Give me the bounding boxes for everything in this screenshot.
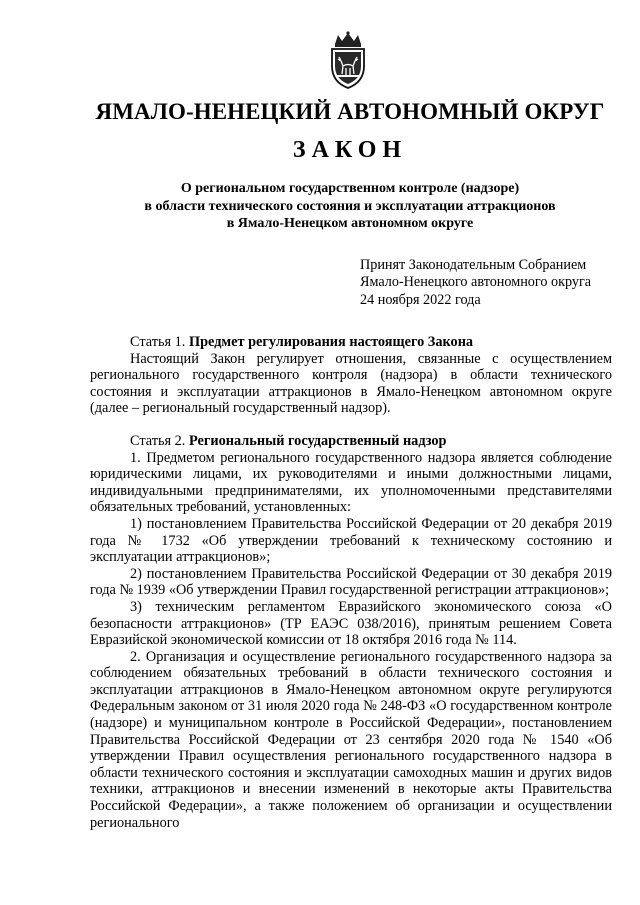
paragraph: Настоящий Закон регулирует отношения, связанные с осуществлением регионального государственного контроля (надзора) в области технического состояния и эксплуатации аттракционов в Ямало-Ненецком автономном округе (далее – региональный государственный надзор). [90,350,612,417]
paragraph: 1) постановлением Правительства Российской Федерации от 20 декабря 2019 года № 1732 «Об утверждении требований к техническому состоянию и эксплуатации аттракционов»; [90,515,612,566]
paragraph: 3) техническим регламентом Евразийского экономического союза «О безопасности аттракционов» (ТР ЕАЭС 038/2016), принятым решением Совета Евразийской экономической комиссии от 18 октября 2016 года № 114. [90,598,612,649]
paragraph: 2) постановлением Правительства Российской Федерации от 30 декабря 2019 года № 1939 «Об утверждении Правил государственной регистрации аттракционов»; [90,565,612,599]
article-label: Статья 1. [130,334,189,350]
law-title [0,180,640,233]
adoption-note [360,257,591,309]
paragraph: 2. Организация и осуществление регионального государственного надзора за соблюдением обязательных требований в области технического состояния и эксплуатации аттракционов в Ямало-Ненецком автономном округе регулируются Федеральным законом от 31 июля 2020 года № 248-ФЗ «О государственном контроле (надзоре) и муниципальном контроле в Российской Федерации», постановлением Правительства Российской Федерации от 23 сентября 2020 года № 1540 «Об утверждении Правил осуществления регионального государственного надзора в области технического состояния и эксплуатации самоходных машин и других видов техники, аттракционов и внесении изменений в некоторые акты Правительства Российской Федерации», а также положением об организации и осуществлении регионального [90,648,612,831]
law-body [90,334,612,831]
adoption-line: Принят Законодательным Собранием [360,257,587,273]
law-title-line: О региональном государственном контроле (надзоре) [180,181,520,196]
region-title: ЯМАЛО-НЕНЕЦКИЙ АВТОНОМНЫЙ ОКРУГ [95,99,605,124]
article-title: Предмет регулирования настоящего Закона [188,334,474,350]
article-1-heading [90,334,612,351]
law-title-line: в Ямало-Ненецком автономном округе [226,216,474,232]
spacer [90,417,612,433]
article-title: Региональный государственный надзор [188,432,447,449]
adoption-line: Ямало-Ненецкого автономного округа [360,274,592,291]
law-title-line: в области технического состояния и эксплуатации аттракционов [144,198,556,214]
adoption-line: 24 ноября 2022 года [360,291,481,308]
article-2-heading [90,433,612,450]
paragraph: 1. Предметом регионального государственного надзора является соблюдение юридическими лицами, их руководителями и иными должностными лицами, индивидуальными предпринимателями, их уполномоченными представителями обязательных требований, установленных: [90,449,612,516]
article-label: Статья 2. [130,432,189,449]
coat-of-arms-emblem [326,30,370,90]
document-type-heading: ЗАКОН [292,137,408,163]
